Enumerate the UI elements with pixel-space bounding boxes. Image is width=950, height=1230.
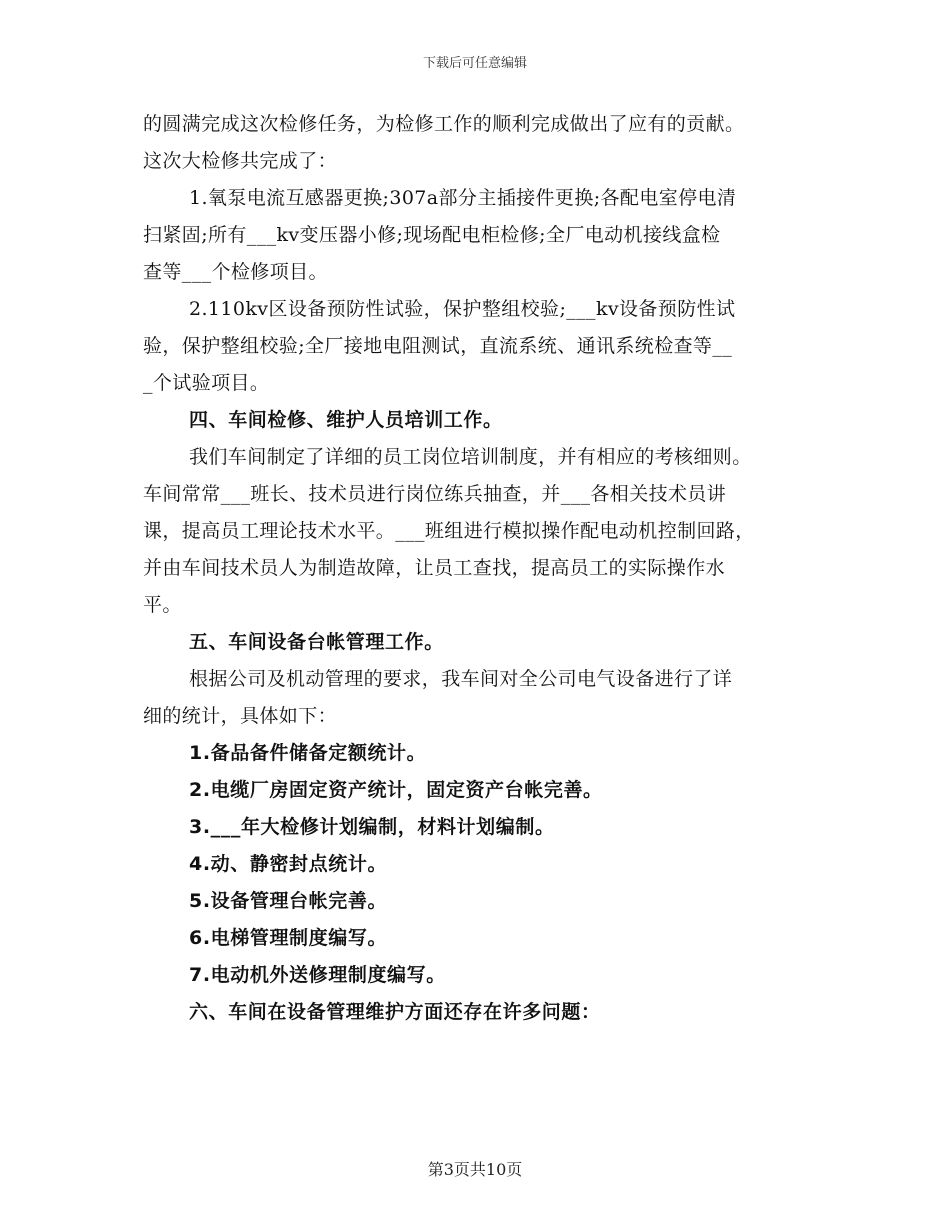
- paragraph-line: 车间常常___班长、技术员进行岗位练兵抽查，并___各相关技术员讲: [143, 483, 727, 505]
- paragraph-line: 验，保护整组校验;全厂接地电阻测试，直流系统、通讯系统检查等__: [143, 335, 733, 357]
- section-heading-line: 六、车间在设备管理维护方面还存在许多问题：: [189, 1001, 601, 1023]
- paragraph-line: 这次大检修共完成了：: [143, 150, 338, 172]
- paragraph-line: 的圆满完成这次检修任务，为检修工作的顺利完成做出了应有的贡献。: [143, 113, 745, 135]
- page-number-footer: 第3页共10页: [427, 1160, 523, 1179]
- section-heading-line: 7.电动机外送修理制度编写。: [189, 964, 446, 986]
- header-note: 下载后可任意编辑: [422, 56, 527, 71]
- paragraph-line: 2.110kv区设备预防性试验，保护整组校验;___kv设备预防性试: [189, 298, 736, 320]
- section-heading-line: 6.电梯管理制度编写。: [189, 927, 388, 949]
- section-heading-line: 3.___年大检修计划编制，材料计划编制。: [189, 816, 555, 838]
- section-heading-line: 4.动、静密封点统计。: [189, 853, 388, 875]
- paragraph-line: 扫紧固;所有___kv变压器小修;现场配电柜检修;全厂电动机接线盒检: [143, 224, 721, 246]
- section-heading-line: 2.电缆厂房固定资产统计，固定资产台帐完善。: [189, 779, 603, 801]
- section-heading-line: 1.备品备件储备定额统计。: [189, 742, 427, 764]
- paragraph-line: 根据公司及机动管理的要求，我车间对全公司电气设备进行了详: [189, 668, 733, 690]
- paragraph-line: 我们车间制定了详细的员工岗位培训制度，并有相应的考核细则。: [189, 446, 752, 468]
- paragraph-line: 平。: [143, 594, 182, 616]
- paragraph-line: 并由车间技术员人为制造故障，让员工查找，提高员工的实际操作水: [143, 557, 726, 579]
- section-heading-line: 5.设备管理台帐完善。: [189, 890, 388, 912]
- section-heading-line: 四、车间检修、维护人员培训工作。: [189, 409, 503, 431]
- paragraph-line: 1.氧泵电流互感器更换;307a部分主插接件更换;各配电室停电清: [189, 187, 737, 209]
- paragraph-line: 查等___个检修项目。: [143, 261, 328, 283]
- paragraph-line: 课，提高员工理论技术水平。___班组进行模拟操作配电动机控制回路，: [143, 520, 755, 542]
- section-heading-line: 五、车间设备台帐管理工作。: [189, 631, 444, 653]
- paragraph-line: _个试验项目。: [143, 372, 270, 394]
- document-body: [143, 106, 807, 1031]
- paragraph-line: 细的统计，具体如下：: [143, 705, 338, 727]
